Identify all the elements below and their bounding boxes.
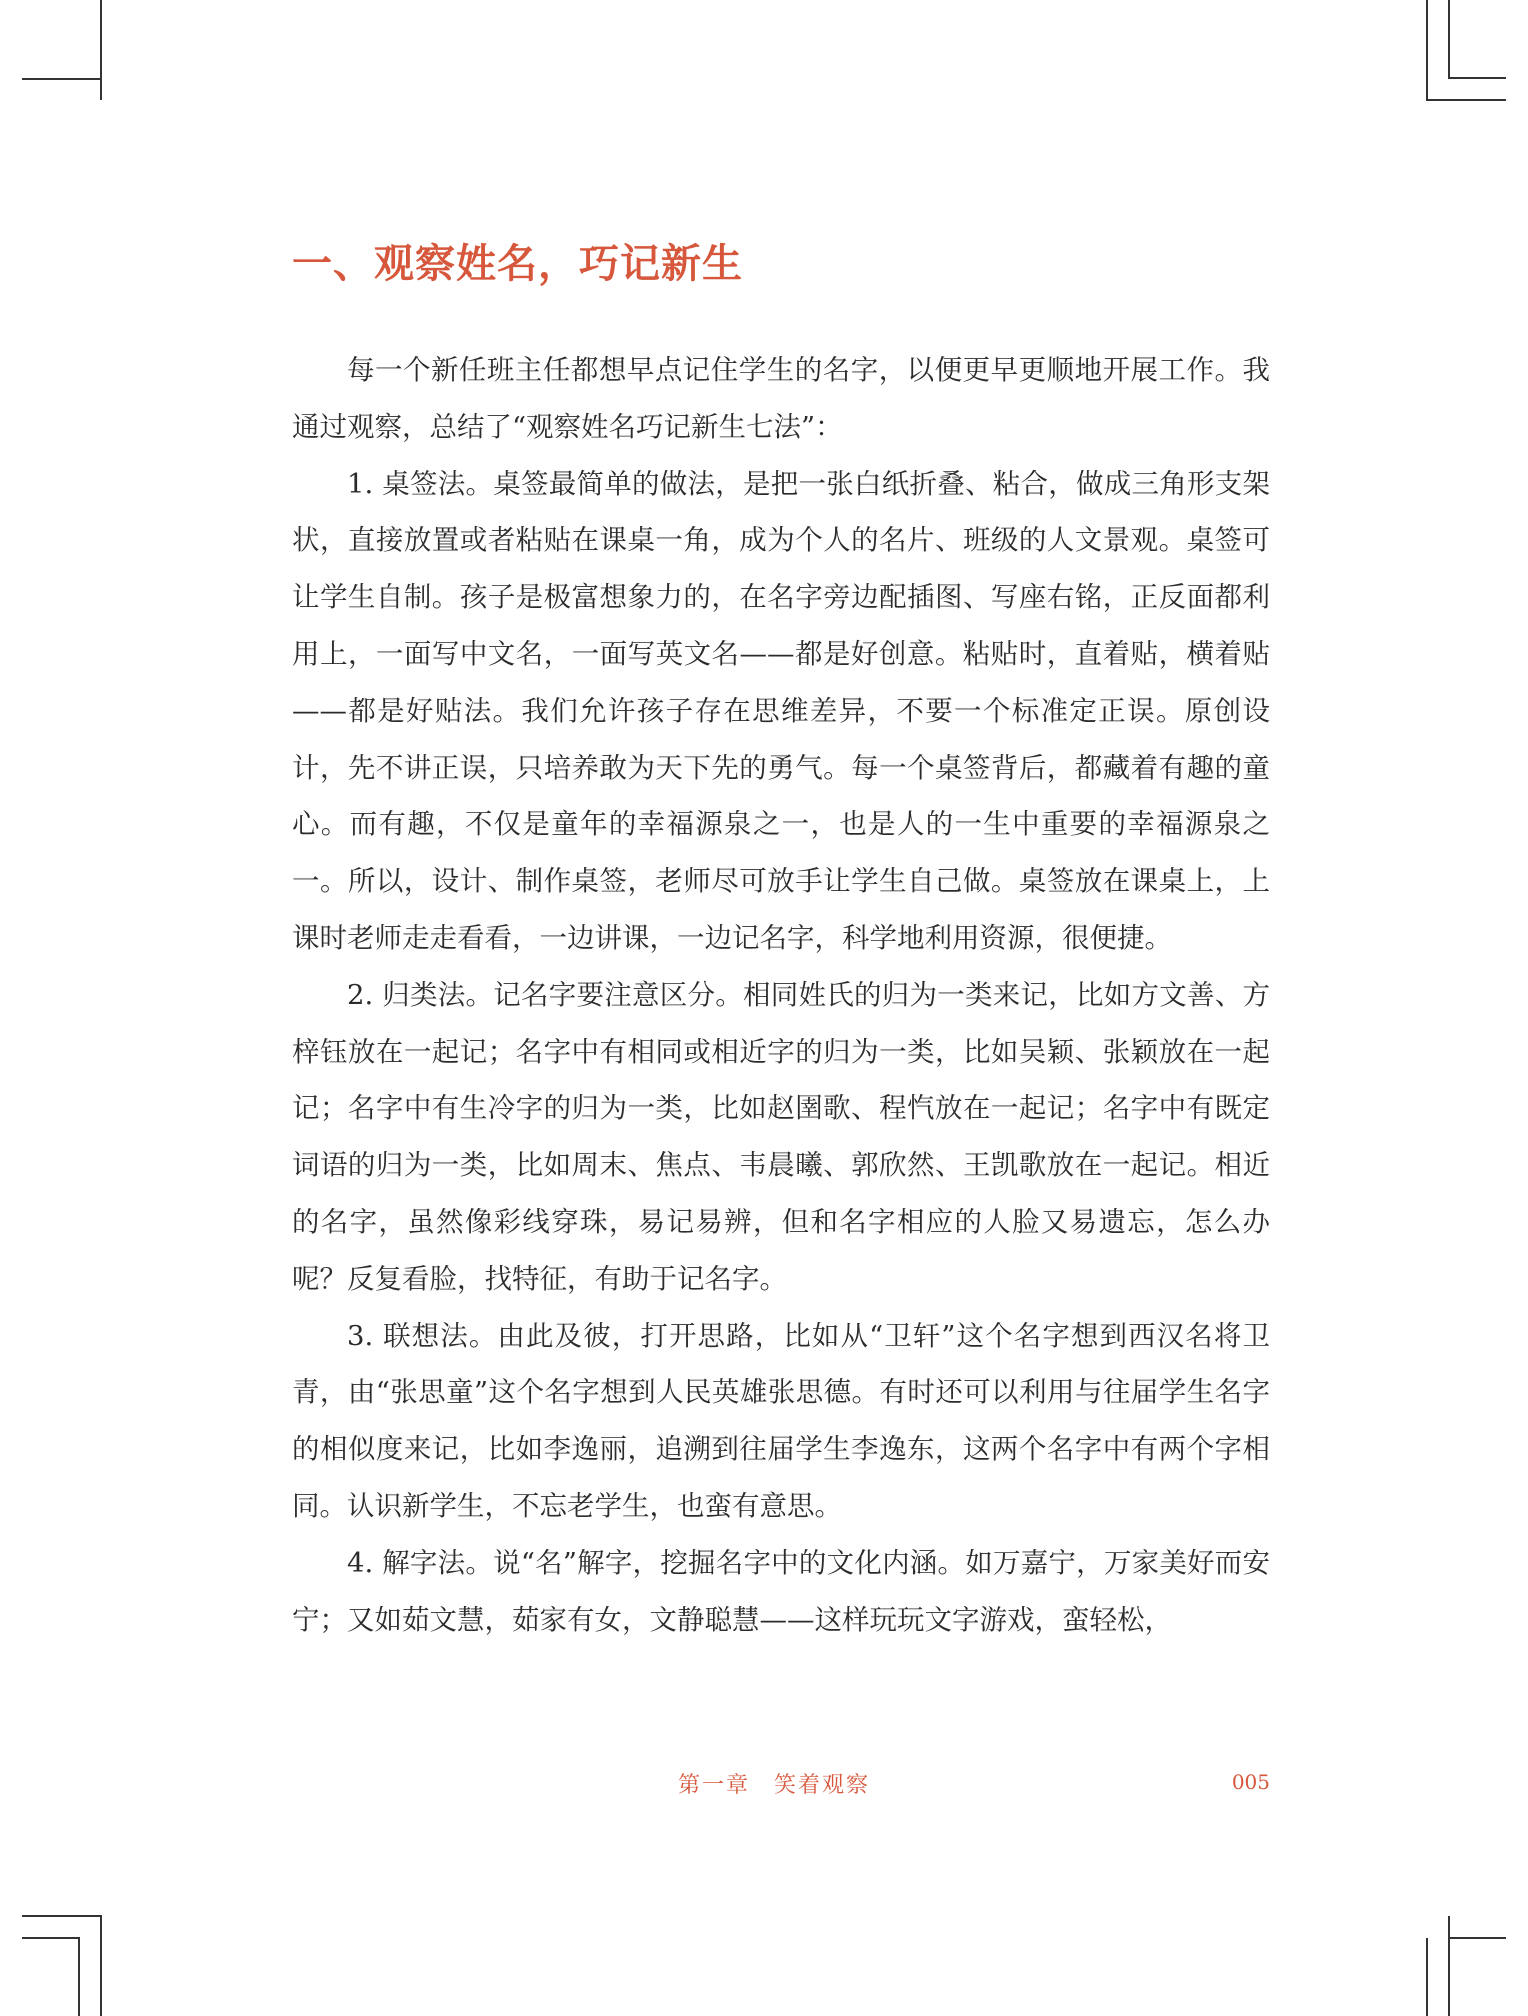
paragraph-method-1: 1. 桌签法。桌签最简单的做法，是把一张白纸折叠、粘合，做成三角形支架状，直接放置或者粘贴在课桌一角，成为个人的名片、班级的人文景观。桌签可让学生自制。孩子是极富想象力的，在名字旁边配插图、写座右铭，正反面都利用上，一面写中文名，一面写英文名——都是好创意。粘贴时，直着贴，横着贴——都是好贴法。我们允许孩子存在思维差异，不要一个标准定正误。原创设计，先不讲正误，只培养敢为天下先的勇气。每一个桌签背后，都藏着有趣的童心。而有趣，不仅是童年的幸福源泉之一，也是人的一生中重要的幸福源泉之一。所以，设计、制作桌签，老师尽可放手让学生自己做。桌签放在课桌上，上课时老师走走看看，一边讲课，一边记名字，科学地利用资源，很便捷。 bbox=[292, 467, 1270, 954]
crop-mark-top-left-vertical bbox=[100, 0, 102, 100]
page-number: 005 bbox=[1231, 1770, 1270, 1794]
paragraph-method-3: 3. 联想法。由此及彼，打开思路，比如从“卫轩”这个名字想到西汉名将卫青，由“张思童”这个名字想到人民英雄张思德。有时还可以利用与往届学生名字的相似度来记，比如李逸丽，追溯到往届学生李逸东，这两个名字中有两个字相同。认识新学生，不忘老学生，也蛮有意思。 bbox=[292, 1319, 1270, 1522]
paragraph-method-2: 2. 归类法。记名字要注意区分。相同姓氏的归为一类来记，比如方文善、方梓钰放在一起记；名字中有相同或相近字的归为一类，比如吴颖、张颖放在一起记；名字中有生冷字的归为一类，比如赵圉歌、程忾放在一起记；名字中有既定词语的归为一类，比如周末、焦点、韦晨曦、郭欣然、王凯歌放在一起记。相近的名字，虽然像彩线穿珠，易记易辨，但和名字相应的人脸又易遗忘，怎么办呢？反复看脸，找特征，有助于记名字。 bbox=[292, 978, 1270, 1295]
crop-mark-bottom-right-horizontal bbox=[1448, 1937, 1506, 1939]
crop-mark-bottom-left-vertical bbox=[100, 1916, 102, 2016]
crop-mark-bottom-right-vertical bbox=[1448, 1916, 1450, 2016]
paragraph-method-4: 4. 解字法。说“名”解字，挖掘名字中的文化内涵。如万嘉宁，万家美好而安宁；又如茹文慧，茹家有女，文静聪慧——这样玩玩文字游戏，蛮轻松， bbox=[292, 1546, 1270, 1636]
crop-mark-top-right-horizontal bbox=[1426, 99, 1506, 101]
crop-mark-bottom-left-vertical-inner bbox=[78, 1938, 80, 2016]
crop-mark-top-right-horizontal-inner bbox=[1448, 77, 1506, 79]
crop-mark-bottom-right-vertical-inner bbox=[1426, 1938, 1428, 2016]
crop-mark-bottom-left-horizontal-inner bbox=[22, 1937, 80, 1939]
crop-mark-top-right-vertical-outer bbox=[1448, 0, 1450, 78]
crop-mark-bottom-left-horizontal bbox=[22, 1915, 102, 1917]
crop-mark-top-left-horizontal bbox=[22, 78, 102, 80]
section-title: 一、观察姓名，巧记新生 bbox=[292, 240, 743, 287]
paragraph-intro: 每一个新任班主任都想早点记住学生的名字，以便更早更顺地开展工作。我通过观察，总结了“观察姓名巧记新生七法”： bbox=[292, 354, 1270, 443]
crop-mark-top-right-vertical bbox=[1426, 0, 1428, 100]
footer-chapter-title: 第一章 笑着观察 bbox=[677, 1773, 870, 1798]
body-text bbox=[292, 342, 1270, 1648]
